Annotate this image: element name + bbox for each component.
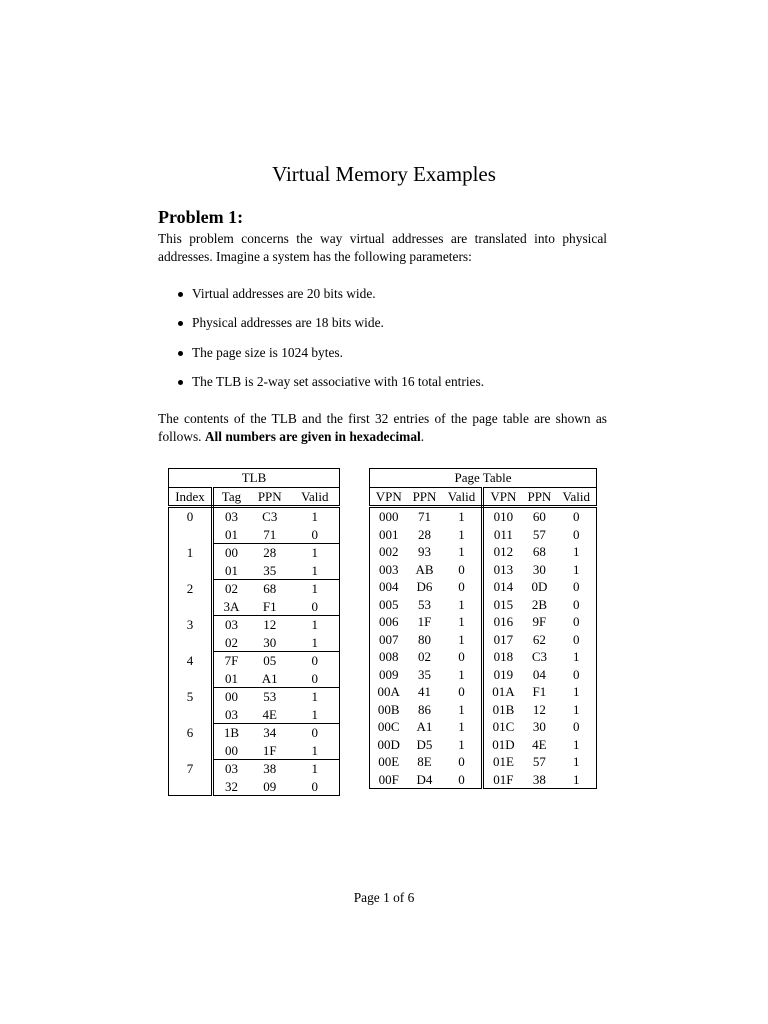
list-item-text: The TLB is 2-way set associative with 16 total entries.	[192, 373, 485, 389]
table-cell: 01D	[492, 736, 515, 752]
table-cell: 008	[378, 649, 399, 664]
bullet-icon	[178, 321, 183, 326]
list-item-text: The page size is 1024 bytes.	[192, 344, 343, 360]
table-cell: 1	[311, 617, 319, 632]
table-cell: 1	[311, 509, 319, 524]
table-cell: C3	[531, 649, 547, 664]
tlb-index-cell: 5	[169, 688, 213, 724]
bullet-icon	[178, 351, 183, 356]
table-cell: 68	[532, 544, 546, 559]
table-cell: 0	[572, 579, 580, 594]
table-cell: 05	[263, 653, 277, 668]
table-cell: 93	[418, 544, 431, 559]
table-cell: 1F	[417, 614, 432, 629]
table-cell: 0	[572, 631, 580, 647]
table-cell: 62	[532, 631, 546, 647]
table-cell: 004	[378, 579, 399, 594]
table-cell: 00C	[377, 719, 400, 734]
table-cell: 1	[442, 507, 483, 526]
column-header: PPN	[249, 487, 291, 507]
tlb-index-cell: 0	[169, 507, 213, 544]
table-cell: 0	[442, 561, 483, 579]
table-cell: 013	[493, 561, 514, 577]
table-cell: 00E	[378, 754, 400, 769]
table-cell: 00D	[377, 736, 400, 752]
table-row	[370, 578, 597, 596]
table-cell: 1	[442, 701, 483, 719]
table-row	[169, 760, 340, 778]
table-cell: 30	[532, 719, 546, 734]
table-cell: 1	[311, 581, 319, 596]
list-item	[158, 313, 607, 342]
column-header: VPN	[370, 487, 408, 507]
table-cell: A1	[416, 719, 433, 734]
table-cell: 1	[572, 684, 580, 699]
table-cell: 00	[224, 545, 238, 560]
table-cell: 1	[311, 761, 319, 776]
table-cell: 9F	[532, 614, 547, 629]
table-cell: 35	[249, 562, 291, 580]
table-cell: 01A	[492, 684, 515, 699]
table-cell: 02	[418, 649, 431, 664]
table-header-row	[370, 487, 597, 507]
tlb-index-cell: 2	[169, 580, 213, 616]
table-cell: 02	[224, 581, 238, 596]
table-cell: 71	[249, 526, 291, 544]
table-cell: 1	[442, 666, 483, 684]
problem-heading: Problem 1:	[158, 207, 244, 227]
column-header: VPN	[483, 487, 522, 507]
column-header: PPN	[522, 487, 556, 507]
table-cell: 014	[493, 579, 514, 594]
table-cell: D4	[416, 771, 433, 787]
table-cell: 0	[291, 670, 340, 688]
table-cell: 01B	[492, 701, 515, 717]
table-cell: 0	[442, 683, 483, 701]
table-cell: 32	[224, 778, 238, 794]
table-cell: 57	[532, 754, 546, 769]
table-cell: 02	[213, 634, 249, 652]
table-cell: 1	[311, 545, 319, 560]
list-item	[158, 372, 607, 401]
table-cell: 01	[213, 562, 249, 580]
table-row	[370, 648, 597, 666]
table-row	[370, 718, 597, 736]
table-cell: 0	[572, 614, 580, 629]
table-cell: 0	[572, 526, 580, 542]
list-item	[158, 284, 607, 313]
table-cell: 000	[378, 509, 399, 524]
table-cell: 2B	[531, 596, 547, 612]
table-cell: 0	[442, 578, 483, 596]
column-header: Index	[169, 487, 213, 507]
tlb-index-cell: 7	[169, 760, 213, 796]
parameter-list	[158, 284, 607, 401]
table-cell: 34	[263, 725, 277, 740]
table-row	[370, 666, 597, 684]
table-cell: 1	[311, 689, 319, 704]
table-row	[169, 544, 340, 562]
table-cell: 28	[418, 526, 431, 542]
table-cell: 57	[532, 526, 546, 542]
column-header: Tag	[213, 487, 249, 507]
table-cell: 1	[572, 771, 580, 787]
tlb-index-cell: 6	[169, 724, 213, 760]
column-header: PPN	[407, 487, 441, 507]
bullet-icon	[178, 380, 183, 385]
table-cell: 28	[263, 545, 277, 560]
table-cell: 4E	[532, 736, 547, 752]
table-cell: 1	[572, 561, 580, 577]
table-cell: 00F	[378, 771, 399, 787]
table-cell: 0	[311, 653, 319, 668]
contents-text: The contents of the TLB and the first 32 entries of the page table are shown as follows.	[158, 411, 607, 444]
table-cell: AB	[415, 561, 434, 577]
page-table	[369, 468, 597, 789]
table-cell: 01C	[492, 719, 515, 734]
table-cell: 12	[532, 701, 546, 717]
table-cell: 1	[442, 543, 483, 561]
table-cell: 60	[532, 509, 546, 524]
intro-paragraph: This problem concerns the way virtual addresses are translated into physical addresses. Imagine a system has the following parameters:	[158, 231, 607, 264]
table-cell: 009	[378, 666, 399, 682]
table-cell: 1	[572, 649, 580, 664]
table-cell: 30	[532, 561, 546, 577]
table-cell: 00B	[377, 701, 400, 717]
table-cell: 53	[263, 689, 277, 704]
tlb-index-cell: 4	[169, 652, 213, 688]
table-cell: 1	[442, 613, 483, 631]
table-cell: 018	[493, 649, 514, 664]
table-cell: 80	[418, 631, 431, 647]
table-cell: 012	[493, 544, 514, 559]
table-cell: 1	[291, 706, 340, 724]
table-cell: 1	[572, 736, 580, 752]
table-cell: 03	[224, 617, 238, 632]
table-cell: D5	[416, 736, 433, 752]
table-cell: 011	[493, 526, 513, 542]
table-cell: 38	[263, 761, 277, 776]
table-cell: 0	[442, 771, 483, 789]
table-row	[370, 526, 597, 544]
table-row	[370, 543, 597, 561]
table-cell: 1	[572, 754, 580, 769]
table-cell: 019	[493, 666, 514, 682]
table-row	[169, 580, 340, 598]
table-cell: 0	[442, 648, 483, 666]
table-cell: 1	[442, 596, 483, 614]
list-item-text: Virtual addresses are 20 bits wide.	[192, 286, 376, 301]
table-cell: 1F	[249, 742, 291, 760]
column-header: Valid	[442, 487, 483, 507]
table-cell: 1	[442, 718, 483, 736]
table-row	[370, 596, 597, 614]
table-row	[370, 631, 597, 649]
table-cell: 30	[249, 634, 291, 652]
page-footer: Page 1 of 6	[353, 890, 415, 905]
table-cell: 68	[263, 581, 277, 596]
table-cell: 03	[224, 509, 238, 524]
column-header: Valid	[556, 487, 596, 507]
table-row	[370, 613, 597, 631]
table-row	[169, 688, 340, 706]
table-cell: 1	[291, 634, 340, 652]
table-cell: 1B	[223, 725, 240, 740]
tlb-table	[168, 468, 340, 796]
table-cell: 1	[442, 526, 483, 544]
table-cell: 53	[418, 596, 431, 612]
contents-bold-note: All numbers are given in hexadecimal	[204, 429, 421, 444]
table-cell: 4E	[249, 706, 291, 724]
table-cell: 8E	[417, 754, 432, 769]
table-cell: 38	[532, 771, 546, 787]
table-cell: 03	[224, 761, 238, 776]
table-cell: 71	[418, 509, 431, 524]
table-row	[169, 616, 340, 634]
tlb-caption: TLB	[169, 469, 340, 488]
table-cell: 1	[572, 544, 580, 559]
table-cell: 01E	[492, 754, 514, 769]
column-header: Valid	[291, 487, 340, 507]
page-table-caption: Page Table	[370, 469, 597, 488]
tlb-index-cell: 3	[169, 616, 213, 652]
table-cell: 0	[572, 596, 580, 612]
table-cell: 001	[378, 526, 399, 542]
table-cell: 0	[572, 666, 580, 682]
table-cell: 00	[213, 742, 249, 760]
table-cell: 09	[263, 778, 277, 794]
table-cell: 0	[291, 526, 340, 544]
table-cell: 35	[418, 666, 431, 682]
table-row	[370, 753, 597, 771]
table-row	[370, 736, 597, 754]
table-cell: 1	[291, 562, 340, 580]
table-cell: 1	[291, 742, 340, 760]
table-row	[169, 652, 340, 670]
table-cell: 015	[493, 596, 514, 612]
table-cell: 016	[493, 614, 514, 629]
table-cell: 0	[291, 598, 340, 616]
tlb-index-cell: 1	[169, 544, 213, 580]
table-cell: 01	[213, 670, 249, 688]
table-cell: 0	[442, 753, 483, 771]
table-cell: 12	[263, 617, 277, 632]
table-cell: A1	[249, 670, 291, 688]
table-header-row	[169, 487, 340, 507]
table-caption-row	[370, 469, 597, 488]
table-cell: C3	[262, 509, 278, 524]
table-cell: 0	[572, 509, 580, 524]
table-cell: 00	[224, 689, 238, 704]
table-cell: F1	[532, 684, 547, 699]
table-cell: 003	[378, 561, 399, 577]
table-cell: 1	[442, 736, 483, 754]
contents-paragraph	[158, 410, 607, 446]
table-cell: 1	[442, 631, 483, 649]
list-item-text: Physical addresses are 18 bits wide.	[192, 315, 384, 331]
contents-text-end: .	[420, 429, 425, 444]
table-row	[370, 771, 597, 789]
table-cell: 86	[418, 701, 431, 717]
table-cell: 0	[311, 725, 319, 740]
table-cell: 017	[493, 631, 514, 647]
table-cell: 3A	[213, 598, 249, 616]
table-cell: 0	[572, 719, 580, 734]
table-row	[169, 724, 340, 742]
table-cell: 005	[378, 596, 399, 612]
table-cell: 03	[213, 706, 249, 724]
table-cell: 010	[493, 509, 514, 524]
table-row	[370, 507, 597, 526]
table-row	[370, 561, 597, 579]
bullet-icon	[178, 292, 183, 297]
table-cell: 0	[311, 778, 319, 794]
table-row	[169, 507, 340, 526]
list-item	[158, 343, 607, 372]
page-title: Virtual Memory Examples	[272, 162, 496, 186]
table-row	[370, 683, 597, 701]
table-cell: 41	[418, 684, 431, 699]
table-cell: F1	[249, 598, 291, 616]
table-row	[370, 701, 597, 719]
table-cell: 006	[378, 614, 399, 629]
table-cell: 01F	[493, 771, 514, 787]
table-cell: 002	[378, 544, 399, 559]
table-cell: 04	[532, 666, 546, 682]
table-cell: 007	[378, 631, 399, 647]
table-cell: D6	[416, 579, 433, 594]
table-cell: 00A	[377, 684, 400, 699]
table-caption-row	[169, 469, 340, 488]
table-cell: 01	[213, 526, 249, 544]
table-cell: 7F	[224, 653, 239, 668]
table-cell: 0D	[531, 579, 548, 594]
table-cell: 1	[572, 701, 580, 717]
